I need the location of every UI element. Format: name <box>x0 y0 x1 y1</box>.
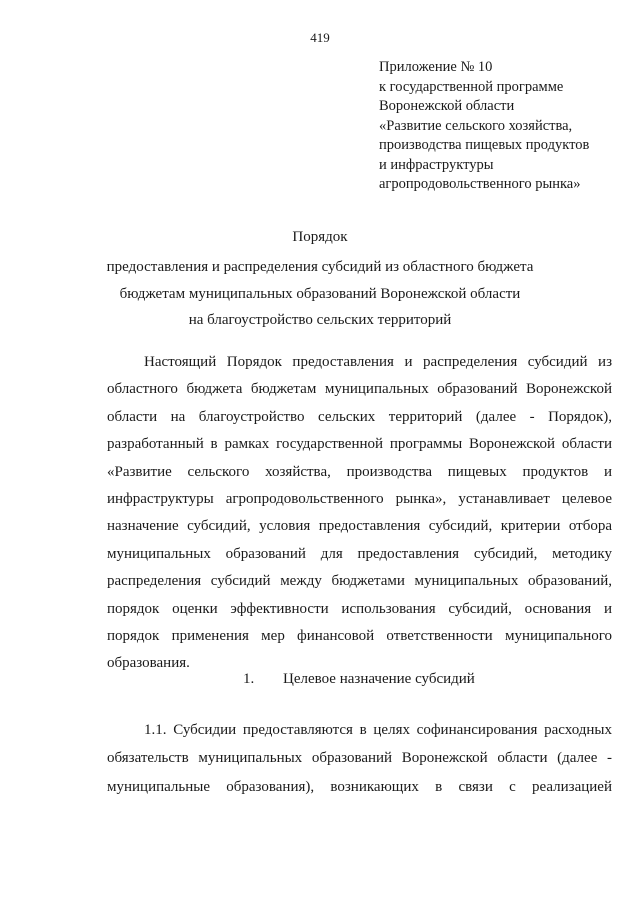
appendix-line: Приложение № 10 <box>379 59 493 75</box>
paragraph-line: образования. <box>107 655 190 672</box>
document-title <box>0 226 640 334</box>
paragraph-line: Настоящий Порядок предоставления и распределения субсидий из <box>144 354 612 370</box>
paragraph-line: «Развитие сельского хозяйства, производства пищевых продуктов и <box>107 463 612 480</box>
appendix-line: Воронежской области <box>379 98 515 114</box>
paragraph-line: порядок оценки эффективности использования субсидий, основания и <box>107 600 612 617</box>
title-line: на благоустройство сельских территорий <box>188 312 452 328</box>
appendix-header <box>379 58 629 195</box>
paragraph-line: распределения субсидий между бюджетами муниципальных образований, <box>107 573 612 590</box>
section-number: 1. <box>243 671 255 687</box>
section-title: Целевое назначение субсидий <box>283 671 475 687</box>
appendix-line: к государственной программе <box>379 78 564 95</box>
page-number: 419 <box>310 30 330 45</box>
paragraph-line: муниципальные образования), возникающих в связи с реализацией <box>107 778 612 795</box>
paragraph-line: муниципальных образований для предоставления субсидий, методику <box>107 545 612 562</box>
paragraph-line: обязательств муниципальных образований Воронежской области (далее - <box>107 750 612 767</box>
title-line: бюджетам муниципальных образований Воронежской области <box>119 285 521 302</box>
paragraph-line: порядок применения мер финансовой ответственности муниципального <box>107 627 612 644</box>
appendix-line: «Развитие сельского хозяйства, <box>379 117 573 134</box>
paragraph-line: 1.1. Субсидии предоставляются в целях софинансирования расходных <box>144 722 612 738</box>
title-main: Порядок <box>292 229 348 245</box>
paragraph-line: назначение субсидий, условия предоставления субсидий, критерии отбора <box>107 518 612 535</box>
paragraph-line: разработанный в рамках государственной программы Воронежской области <box>107 436 612 453</box>
appendix-line: и инфраструктуры <box>379 156 494 173</box>
paragraph-line: областного бюджета бюджетам муниципальных образований Воронежской <box>107 381 612 398</box>
paragraph-line: области на благоустройство сельских территорий (далее - Порядок), <box>107 408 612 425</box>
clause-1-1 <box>107 716 612 801</box>
appendix-line: агропродовольственного рынка» <box>379 176 581 192</box>
intro-paragraph <box>107 349 612 678</box>
title-line: предоставления и распределения субсидий из областного бюджета <box>106 259 534 275</box>
paragraph-line: инфраструктуры агропродовольственного рынка», устанавливает целевое <box>107 490 612 507</box>
appendix-line: производства пищевых продуктов <box>379 137 590 153</box>
